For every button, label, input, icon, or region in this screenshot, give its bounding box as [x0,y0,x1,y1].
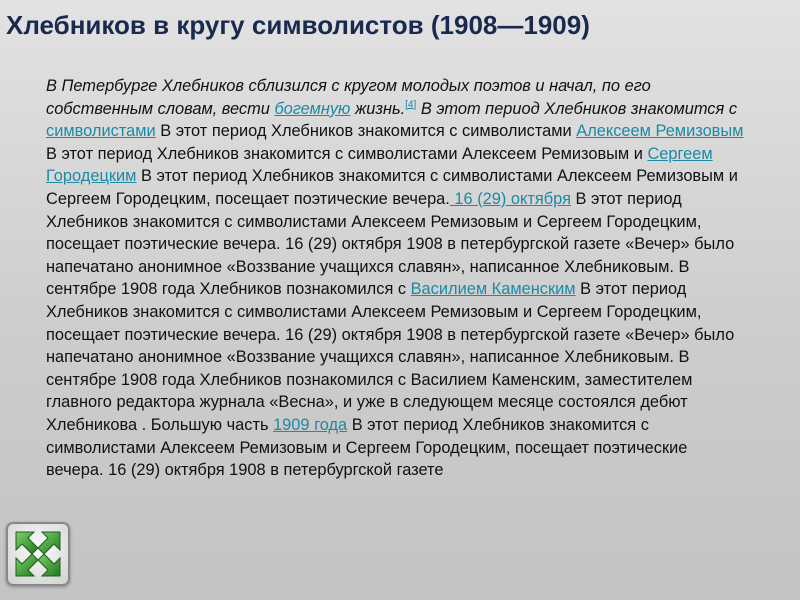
text-link[interactable]: 16 (29) октября [449,189,571,208]
page-title: Хлебников в кругу символистов (1908—1909) [6,10,590,40]
text-run: В этот период Хлебников знакомится с символистами Алексеем Ремизовым и Сергеем Городецким, посещает поэтические вечера. 16 (29) октября 1908 в петербургской газете [46,415,688,480]
text-run: В этот период Хлебников знакомится с символистами [155,122,577,141]
text-link[interactable]: Василием Каменским [410,280,576,299]
diagonal-arrows-icon [10,526,66,582]
text-link[interactable]: 1909 года [273,415,348,434]
text-run: В этот период Хлебников знакомится с [416,99,738,118]
text-run: В этот период Хлебников знакомится с символистами Алексеем Ремизовым и Сергеем Городецким, посещает поэтические вечера. 16 (29) октября 1908 в петербургской газете «Вечер» было напечатано анонимное «Воззвание учащихся славян», написанное Хлебниковым. В сентябре 1908 года Хлебников познакомился с Василием Каменским, заместителем главного редактора журнала «Весна», и уже в следующем месяце состоялся дебют Хлебникова . Большую часть [46,280,735,434]
navigation-button[interactable] [6,522,70,586]
text-run: В этот период Хлебников знакомится с символистами Алексеем Ремизовым и [46,144,648,163]
footnote-link[interactable]: [4] [405,99,417,111]
text-run: В этот период Хлебников знакомится с символистами Алексеем Ремизовым и Сергеем Городецким, посещает поэтические вечера. [46,167,738,208]
text-run: В этот период Хлебников знакомится с символистами Алексеем Ремизовым и Сергеем Городецким, посещает поэтические вечера. 16 (29) октября 1908 в петербургской газете «Вечер» было напечатано анонимное «Воззвание учащихся славян», написанное Хлебниковым. В сентябре 1908 года Хлебников познакомился с [46,189,735,299]
text-link[interactable]: богемную [274,99,351,118]
footnote-marker [405,99,416,110]
text-link[interactable]: Сергеем Городецким [46,144,713,186]
text-link[interactable]: символистами [46,122,156,141]
text-run: В Петербурге Хлебников сблизился с кругом молодых поэтов и начал, по его собственным словам, вести [46,77,651,118]
text-link[interactable]: Алексеем Ремизовым [576,122,744,141]
body-text [46,75,746,482]
text-run: жизнь. [350,99,406,118]
